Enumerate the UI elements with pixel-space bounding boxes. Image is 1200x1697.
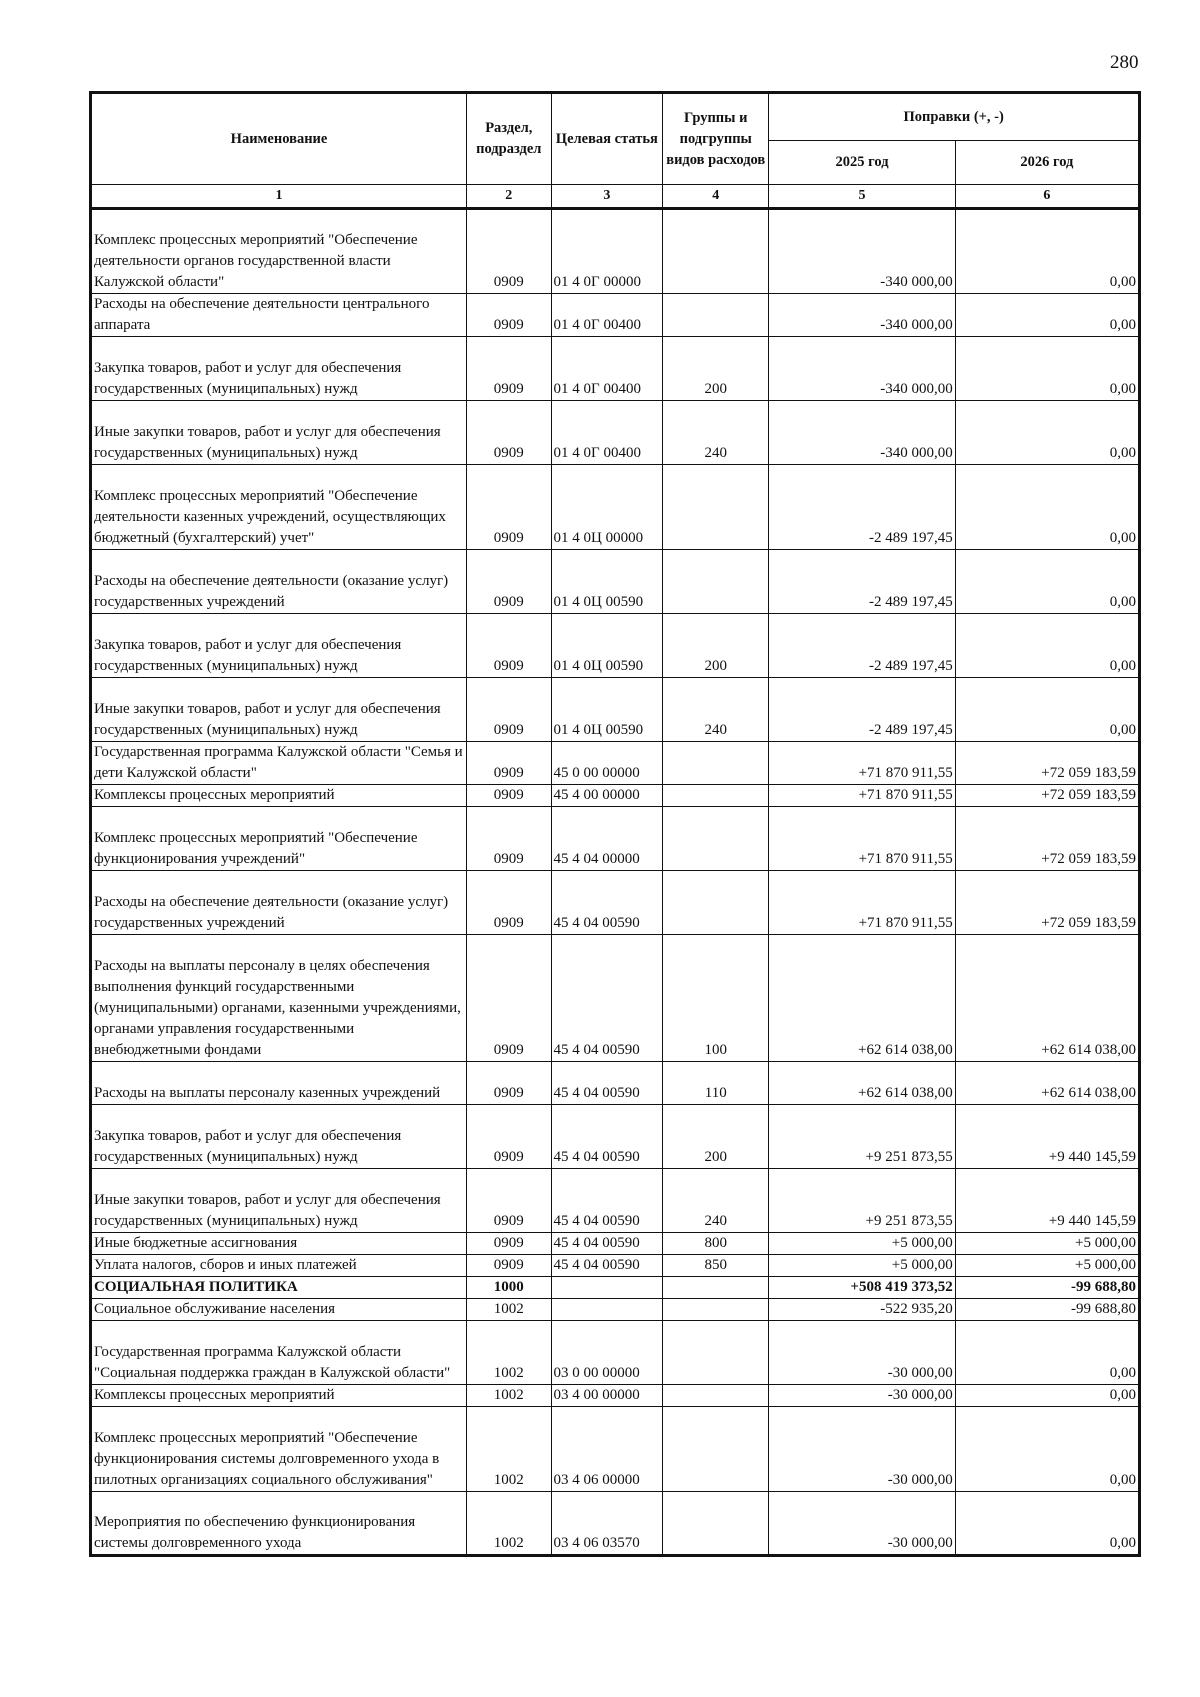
amount-2026-cell: -99 688,80 bbox=[955, 1299, 1139, 1321]
header-year-2026: 2026 год bbox=[955, 141, 1139, 185]
article-cell: 01 4 0Г 00400 bbox=[551, 337, 663, 401]
name-cell: Государственная программа Калужской области "Семья и дети Калужской области" bbox=[91, 742, 467, 785]
article-cell: 45 4 04 00590 bbox=[551, 1233, 663, 1255]
name-cell: Государственная программа Калужской области "Социальная поддержка граждан в Калужской области" bbox=[91, 1321, 467, 1385]
article-cell: 45 4 04 00590 bbox=[551, 935, 663, 1062]
amount-2025-cell: -340 000,00 bbox=[769, 401, 955, 465]
amount-2026-cell: +72 059 183,59 bbox=[955, 742, 1139, 785]
header-name: Наименование bbox=[91, 93, 467, 185]
section-cell: 0909 bbox=[467, 337, 552, 401]
expense-group-cell bbox=[663, 1407, 769, 1492]
article-cell: 45 4 04 00590 bbox=[551, 1169, 663, 1233]
header-section: Раздел, подраздел bbox=[467, 93, 552, 185]
expense-group-cell: 240 bbox=[663, 401, 769, 465]
name-cell: Иные закупки товаров, работ и услуг для обеспечения государственных (муниципальных) нужд bbox=[91, 1169, 467, 1233]
amount-2025-cell: +71 870 911,55 bbox=[769, 871, 955, 935]
column-number: 1 bbox=[91, 185, 467, 209]
amount-2025-cell: -30 000,00 bbox=[769, 1385, 955, 1407]
article-cell: 01 4 0Ц 00590 bbox=[551, 550, 663, 614]
name-cell: Мероприятия по обеспечению функционирования системы долговременного ухода bbox=[91, 1492, 467, 1556]
table-row bbox=[91, 614, 1140, 678]
section-cell: 0909 bbox=[467, 678, 552, 742]
page-number: 280 bbox=[1110, 52, 1139, 73]
section-cell: 0909 bbox=[467, 1255, 552, 1277]
header-article: Целевая статья bbox=[551, 93, 663, 185]
header-amendments: Поправки (+, -) bbox=[769, 93, 1140, 141]
section-cell: 0909 bbox=[467, 807, 552, 871]
section-cell: 1002 bbox=[467, 1321, 552, 1385]
expense-group-cell bbox=[663, 1492, 769, 1556]
name-cell: Расходы на обеспечение деятельности (оказание услуг) государственных учреждений bbox=[91, 550, 467, 614]
name-cell: Закупка товаров, работ и услуг для обеспечения государственных (муниципальных) нужд bbox=[91, 337, 467, 401]
table-row bbox=[91, 209, 1140, 294]
table-row bbox=[91, 1385, 1140, 1407]
section-cell: 0909 bbox=[467, 209, 552, 294]
amount-2026-cell: 0,00 bbox=[955, 209, 1139, 294]
article-cell: 03 4 00 00000 bbox=[551, 1385, 663, 1407]
article-cell: 45 4 00 00000 bbox=[551, 785, 663, 807]
section-cell: 0909 bbox=[467, 1169, 552, 1233]
section-cell: 1002 bbox=[467, 1385, 552, 1407]
expense-group-cell bbox=[663, 550, 769, 614]
name-cell: Иные бюджетные ассигнования bbox=[91, 1233, 467, 1255]
section-cell: 1002 bbox=[467, 1299, 552, 1321]
amount-2026-cell: +62 614 038,00 bbox=[955, 1062, 1139, 1105]
amount-2026-cell: +72 059 183,59 bbox=[955, 871, 1139, 935]
table-row bbox=[91, 1321, 1140, 1385]
amount-2026-cell: +9 440 145,59 bbox=[955, 1105, 1139, 1169]
article-cell: 45 4 04 00590 bbox=[551, 871, 663, 935]
name-cell: Комплексы процессных мероприятий bbox=[91, 1385, 467, 1407]
expense-group-cell bbox=[663, 1299, 769, 1321]
table-row bbox=[91, 1277, 1140, 1299]
section-cell: 0909 bbox=[467, 935, 552, 1062]
amount-2025-cell: -340 000,00 bbox=[769, 294, 955, 337]
amount-2025-cell: +71 870 911,55 bbox=[769, 807, 955, 871]
column-number: 6 bbox=[955, 185, 1139, 209]
table-row bbox=[91, 401, 1140, 465]
amount-2025-cell: +508 419 373,52 bbox=[769, 1277, 955, 1299]
table-row bbox=[91, 294, 1140, 337]
expense-group-cell bbox=[663, 742, 769, 785]
amount-2026-cell: 0,00 bbox=[955, 614, 1139, 678]
amount-2026-cell: 0,00 bbox=[955, 1407, 1139, 1492]
column-number: 3 bbox=[551, 185, 663, 209]
section-cell: 1000 bbox=[467, 1277, 552, 1299]
article-cell: 45 0 00 00000 bbox=[551, 742, 663, 785]
amount-2025-cell: +71 870 911,55 bbox=[769, 785, 955, 807]
table-row bbox=[91, 1233, 1140, 1255]
section-cell: 0909 bbox=[467, 1233, 552, 1255]
amount-2025-cell: -30 000,00 bbox=[769, 1492, 955, 1556]
name-cell: Комплексы процессных мероприятий bbox=[91, 785, 467, 807]
amount-2025-cell: +9 251 873,55 bbox=[769, 1105, 955, 1169]
section-cell: 1002 bbox=[467, 1492, 552, 1556]
expense-group-cell bbox=[663, 1385, 769, 1407]
amount-2026-cell: +9 440 145,59 bbox=[955, 1169, 1139, 1233]
amount-2025-cell: -340 000,00 bbox=[769, 209, 955, 294]
name-cell: Иные закупки товаров, работ и услуг для обеспечения государственных (муниципальных) нужд bbox=[91, 401, 467, 465]
amount-2025-cell: -2 489 197,45 bbox=[769, 465, 955, 550]
expense-group-cell: 200 bbox=[663, 337, 769, 401]
table-row bbox=[91, 1255, 1140, 1277]
name-cell: Иные закупки товаров, работ и услуг для обеспечения государственных (муниципальных) нужд bbox=[91, 678, 467, 742]
section-cell: 0909 bbox=[467, 294, 552, 337]
expense-group-cell bbox=[663, 465, 769, 550]
table-row bbox=[91, 1492, 1140, 1556]
name-cell: Расходы на выплаты персоналу в целях обеспечения выполнения функций государственными (муниципальными) органами, казенными учреждениями, органами управления государственными внебюджетными фондами bbox=[91, 935, 467, 1062]
name-cell: Уплата налогов, сборов и иных платежей bbox=[91, 1255, 467, 1277]
table-row bbox=[91, 678, 1140, 742]
name-cell: Комплекс процессных мероприятий "Обеспечение функционирования учреждений" bbox=[91, 807, 467, 871]
expense-group-cell bbox=[663, 1277, 769, 1299]
amount-2026-cell: +5 000,00 bbox=[955, 1255, 1139, 1277]
expense-group-cell bbox=[663, 1321, 769, 1385]
expense-group-cell: 850 bbox=[663, 1255, 769, 1277]
amount-2026-cell: 0,00 bbox=[955, 550, 1139, 614]
article-cell: 45 4 04 00000 bbox=[551, 807, 663, 871]
article-cell bbox=[551, 1299, 663, 1321]
column-number: 5 bbox=[769, 185, 955, 209]
amount-2025-cell: -522 935,20 bbox=[769, 1299, 955, 1321]
column-number: 4 bbox=[663, 185, 769, 209]
amount-2025-cell: +5 000,00 bbox=[769, 1255, 955, 1277]
expense-group-cell: 100 bbox=[663, 935, 769, 1062]
section-cell: 0909 bbox=[467, 742, 552, 785]
name-cell: СОЦИАЛЬНАЯ ПОЛИТИКА bbox=[91, 1277, 467, 1299]
table-row bbox=[91, 742, 1140, 785]
amount-2026-cell: 0,00 bbox=[955, 337, 1139, 401]
article-cell: 03 4 06 03570 bbox=[551, 1492, 663, 1556]
expense-group-cell: 200 bbox=[663, 1105, 769, 1169]
table-row bbox=[91, 1407, 1140, 1492]
article-cell: 01 4 0Г 00400 bbox=[551, 294, 663, 337]
table-row bbox=[91, 1062, 1140, 1105]
section-cell: 0909 bbox=[467, 550, 552, 614]
amount-2026-cell: 0,00 bbox=[955, 1321, 1139, 1385]
expense-group-cell: 240 bbox=[663, 1169, 769, 1233]
amount-2025-cell: +71 870 911,55 bbox=[769, 742, 955, 785]
amount-2025-cell: +5 000,00 bbox=[769, 1233, 955, 1255]
article-cell: 01 4 0Ц 00590 bbox=[551, 614, 663, 678]
amount-2026-cell: 0,00 bbox=[955, 1492, 1139, 1556]
article-cell: 45 4 04 00590 bbox=[551, 1062, 663, 1105]
section-cell: 0909 bbox=[467, 1105, 552, 1169]
header-expense-group: Группы и подгруппы видов расходов bbox=[663, 93, 769, 185]
amount-2026-cell: 0,00 bbox=[955, 401, 1139, 465]
section-cell: 0909 bbox=[467, 871, 552, 935]
name-cell: Закупка товаров, работ и услуг для обеспечения государственных (муниципальных) нужд bbox=[91, 614, 467, 678]
amount-2026-cell: +72 059 183,59 bbox=[955, 807, 1139, 871]
table-row bbox=[91, 1169, 1140, 1233]
article-cell: 01 4 0Г 00000 bbox=[551, 209, 663, 294]
section-cell: 0909 bbox=[467, 785, 552, 807]
name-cell: Закупка товаров, работ и услуг для обеспечения государственных (муниципальных) нужд bbox=[91, 1105, 467, 1169]
amount-2025-cell: +62 614 038,00 bbox=[769, 1062, 955, 1105]
amount-2025-cell: -2 489 197,45 bbox=[769, 550, 955, 614]
table-row bbox=[91, 807, 1140, 871]
amount-2025-cell: +62 614 038,00 bbox=[769, 935, 955, 1062]
table-row bbox=[91, 871, 1140, 935]
expense-group-cell bbox=[663, 209, 769, 294]
article-cell: 01 4 0Г 00400 bbox=[551, 401, 663, 465]
expense-group-cell bbox=[663, 871, 769, 935]
table-body bbox=[91, 209, 1140, 1556]
name-cell: Комплекс процессных мероприятий "Обеспечение деятельности органов государственной власти Калужской области" bbox=[91, 209, 467, 294]
section-cell: 0909 bbox=[467, 401, 552, 465]
article-cell: 03 0 00 00000 bbox=[551, 1321, 663, 1385]
name-cell: Комплекс процессных мероприятий "Обеспечение функционирования системы долговременного ухода в пилотных организациях социального обслуживания" bbox=[91, 1407, 467, 1492]
amount-2026-cell: +5 000,00 bbox=[955, 1233, 1139, 1255]
article-cell: 45 4 04 00590 bbox=[551, 1255, 663, 1277]
expense-group-cell bbox=[663, 785, 769, 807]
table-row bbox=[91, 337, 1140, 401]
amount-2026-cell: 0,00 bbox=[955, 294, 1139, 337]
column-number: 2 bbox=[467, 185, 552, 209]
expense-group-cell bbox=[663, 294, 769, 337]
amount-2025-cell: -30 000,00 bbox=[769, 1407, 955, 1492]
name-cell: Расходы на выплаты персоналу казенных учреждений bbox=[91, 1062, 467, 1105]
amount-2026-cell: +72 059 183,59 bbox=[955, 785, 1139, 807]
amount-2025-cell: -2 489 197,45 bbox=[769, 614, 955, 678]
name-cell: Расходы на обеспечение деятельности центрального аппарата bbox=[91, 294, 467, 337]
article-cell: 01 4 0Ц 00590 bbox=[551, 678, 663, 742]
amount-2025-cell: +9 251 873,55 bbox=[769, 1169, 955, 1233]
expense-group-cell: 200 bbox=[663, 614, 769, 678]
amount-2025-cell: -30 000,00 bbox=[769, 1321, 955, 1385]
amount-2025-cell: -340 000,00 bbox=[769, 337, 955, 401]
table-row bbox=[91, 1105, 1140, 1169]
amount-2026-cell: 0,00 bbox=[955, 465, 1139, 550]
expense-group-cell: 110 bbox=[663, 1062, 769, 1105]
section-cell: 0909 bbox=[467, 614, 552, 678]
section-cell: 0909 bbox=[467, 465, 552, 550]
table-row bbox=[91, 465, 1140, 550]
name-cell: Расходы на обеспечение деятельности (оказание услуг) государственных учреждений bbox=[91, 871, 467, 935]
table-row bbox=[91, 785, 1140, 807]
amount-2026-cell: 0,00 bbox=[955, 678, 1139, 742]
section-cell: 0909 bbox=[467, 1062, 552, 1105]
expense-group-cell: 800 bbox=[663, 1233, 769, 1255]
amount-2025-cell: -2 489 197,45 bbox=[769, 678, 955, 742]
section-cell: 1002 bbox=[467, 1407, 552, 1492]
expense-group-cell: 240 bbox=[663, 678, 769, 742]
amount-2026-cell: +62 614 038,00 bbox=[955, 935, 1139, 1062]
expense-group-cell bbox=[663, 807, 769, 871]
article-cell: 45 4 04 00590 bbox=[551, 1105, 663, 1169]
article-cell bbox=[551, 1277, 663, 1299]
budget-amendments-table bbox=[89, 91, 1141, 1557]
name-cell: Комплекс процессных мероприятий "Обеспечение деятельности казенных учреждений, осуществляющих бюджетный (бухгалтерский) учет" bbox=[91, 465, 467, 550]
header-year-2025: 2025 год bbox=[769, 141, 955, 185]
amount-2026-cell: -99 688,80 bbox=[955, 1277, 1139, 1299]
article-cell: 01 4 0Ц 00000 bbox=[551, 465, 663, 550]
article-cell: 03 4 06 00000 bbox=[551, 1407, 663, 1492]
name-cell: Социальное обслуживание населения bbox=[91, 1299, 467, 1321]
table-row bbox=[91, 550, 1140, 614]
table-row bbox=[91, 935, 1140, 1062]
table-row bbox=[91, 1299, 1140, 1321]
amount-2026-cell: 0,00 bbox=[955, 1385, 1139, 1407]
